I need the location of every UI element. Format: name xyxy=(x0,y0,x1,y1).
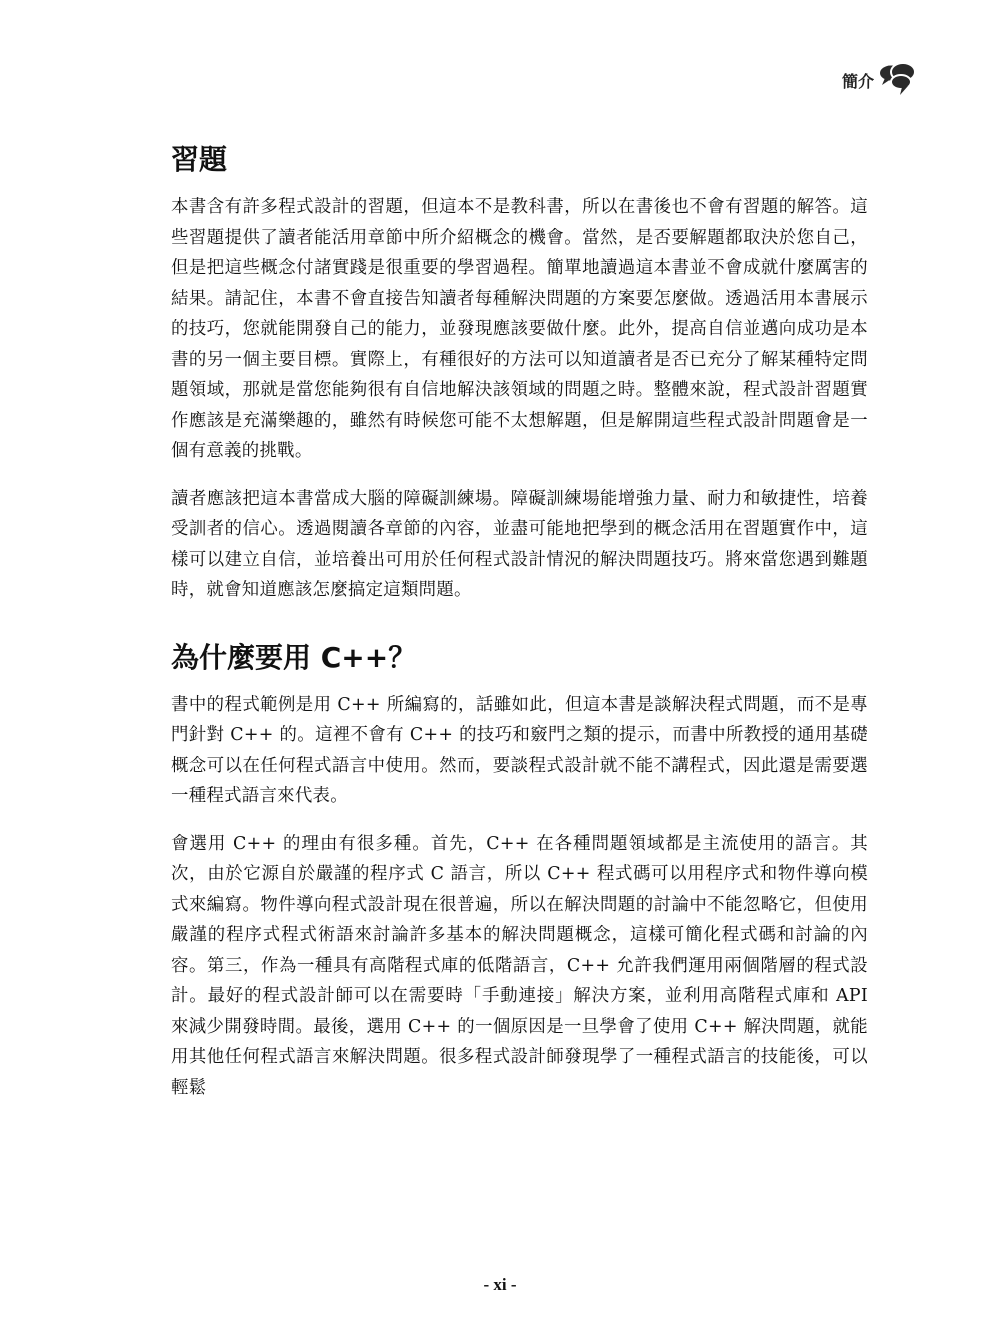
main-content xyxy=(171,138,868,1120)
paragraph: 會選用 C++ 的理由有很多種。首先，C++ 在各種問題領域都是主流使用的語言。其次，由於它源自於嚴謹的程序式 C 語言，所以 C++ 程式碼可以用程序式和物件導向模式來編寫。物件導向程式設計現在很普遍，所以在解決問題的討論中不能忽略它，但使用嚴謹的程序式程式術語來討論許多基本的解決問題概念，這樣可簡化程式碼和討論的內容。第三，作為一種具有高階程式庫的低階語言，C++ 允許我們運用兩個階層的程式設計。最好的程式設計師可以在需要時「手動連接」解決方案，並利用高階程式庫和 API 來減少開發時間。最後，選用 C++ 的一個原因是一旦學會了使用 C++ 解決問題，就能用其他任何程式語言來解決問題。很多程式設計師發現學了一種程式語言的技能後，可以輕鬆 xyxy=(171,833,868,1098)
running-header xyxy=(842,58,918,98)
page-number: - xi - xyxy=(483,1275,517,1294)
section-title: 習題 xyxy=(171,143,228,176)
section-exercises xyxy=(171,138,868,606)
section-why-cpp xyxy=(171,636,868,1104)
paragraph: 讀者應該把這本書當成大腦的障礙訓練場。障礙訓練場能增強力量、耐力和敏捷性，培養受訓者的信心。透過閱讀各章節的內容，並盡可能地把學到的概念活用在習題實作中，這樣可以建立自信，並培養出可用於任何程式設計情況的解決問題技巧。將來當您遇到難題時，就會知道應該怎麼搞定這類問題。 xyxy=(171,488,868,600)
chapter-label: 簡介 xyxy=(841,71,874,91)
section-title: 為什麼要用 C++？ xyxy=(171,640,417,674)
speech-bubbles-icon xyxy=(876,58,918,98)
paragraph: 書中的程式範例是用 C++ 所編寫的，話雖如此，但這本書是談解決程式問題，而不是專門針對 C++ 的。這裡不會有 C++ 的技巧和竅門之類的提示，而書中所教授的通用基礎概念可以在任何程式語言中使用。然而，要談程式設計就不能不講程式，因此還是需要選一種程式語言來代表。 xyxy=(171,694,868,806)
paragraph: 本書含有許多程式設計的習題，但這本不是教科書，所以在書後也不會有習題的解答。這些習題提供了讀者能活用章節中所介紹概念的機會。當然，是否要解題都取決於您自己，但是把這些概念付諸實踐是很重要的學習過程。簡單地讀過這本書並不會成就什麼厲害的結果。請記住，本書不會直接告知讀者每種解決問題的方案要怎麼做。透過活用本書展示的技巧，您就能開發自己的能力，並發現應該要做什麼。此外，提高自信並邁向成功是本書的另一個主要目標。實際上，有種很好的方法可以知道讀者是否已充分了解某種特定問題領域，那就是當您能夠很有自信地解決該領域的問題之時。整體來說，程式設計習題實作應該是充滿樂趣的，雖然有時候您可能不太想解題，但是解開這些程式設計問題會是一個有意義的挑戰。 xyxy=(171,197,868,461)
